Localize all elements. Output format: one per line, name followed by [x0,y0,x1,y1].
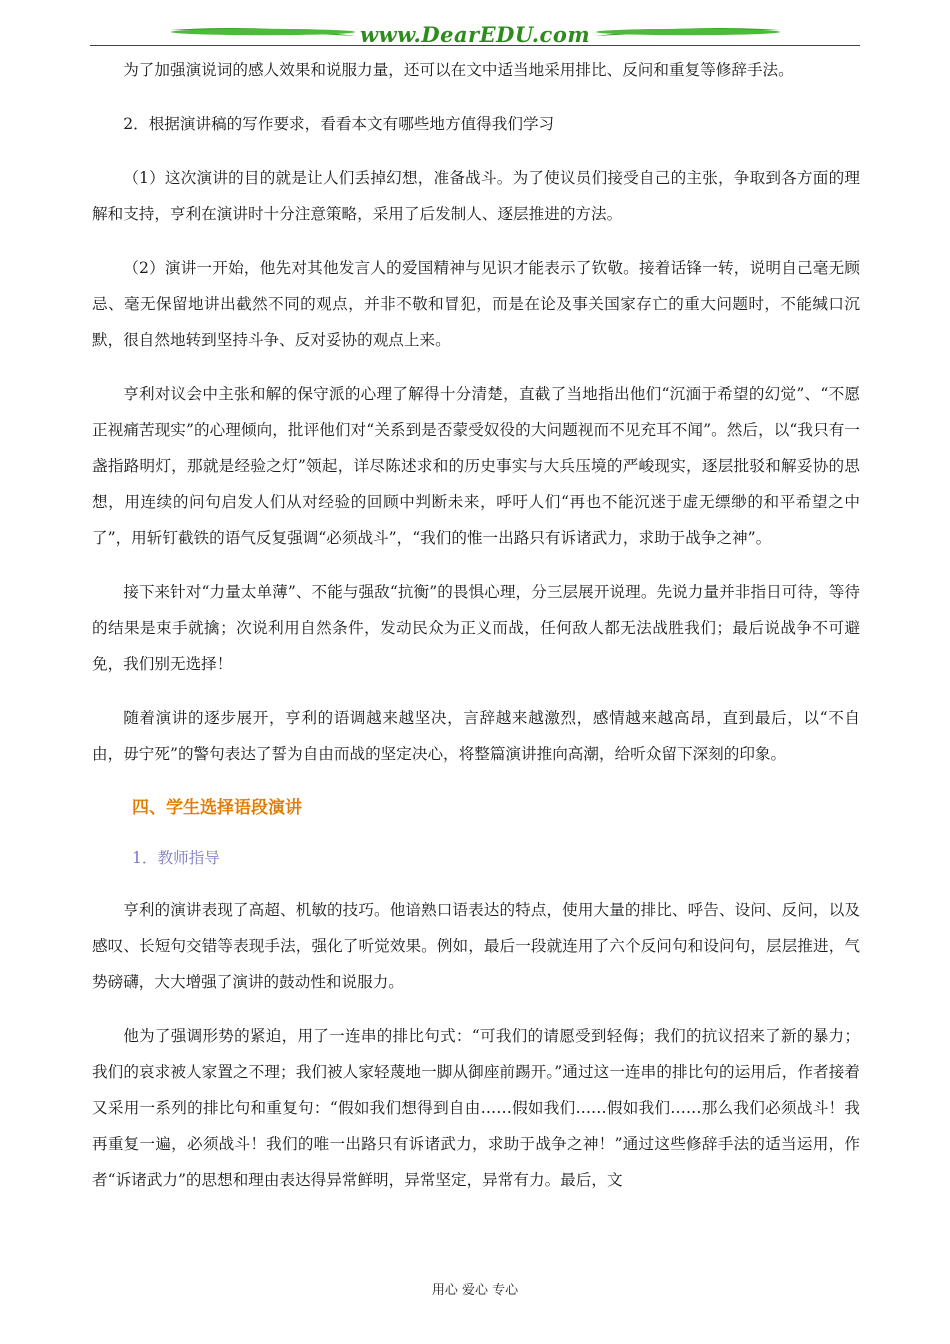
page-header [0,0,950,50]
page-footer: 用心 爱心 专心 [431,1283,519,1298]
subsection-heading: 1．教师指导 [132,849,220,867]
paragraph: 亨利的演讲表现了高超、机敏的技巧。他谙熟口语表达的特点，使用大量的排比、呼告、设问、反问，以及感叹、长短句交错等表现手法，强化了听觉效果。例如，最后一段就连用了六个反问句和设问句，层层推进，气势磅礴，大大增强了演讲的鼓动性和说服力。 [92,901,860,991]
paragraph: （2）演讲一开始，他先对其他发言人的爱国精神与见识才能表示了钦敬。接着话锋一转，说明自己毫无顾忌、毫无保留地讲出截然不同的观点，并非不敬和冒犯，而是在论及事关国家存亡的重大问题时，不能缄口沉默，很自然地转到坚持斗争、反对妥协的观点上来。 [92,259,861,349]
paragraph: 他为了强调形势的紧迫，用了一连串的排比句式：“可我们的请愿受到轻侮；我们的抗议招来了新的暴力；我们的哀求被人家置之不理；我们被人家轻蔑地一脚从御座前踢开。”通过这一连串的排比句的运用后，作者接着又采用一系列的排比句和重复句：“假如我们想得到自由……假如我们……假如我们……那么我们必须战斗！我再重复一遍，必须战斗！我们的唯一出路只有诉诸武力，求助于战争之神！”通过这些修辞手法的适当运用，作者“诉诸武力”的思想和理由表达得异常鲜明，异常坚定，异常有力。最后，文 [92,1027,860,1189]
paragraph: 随着演讲的逐步展开，亨利的语调越来越坚决，言辞越来越激烈，感情越来越高昂，直到最后，以“不自由，毋宁死”的警句表达了誓为自由而战的坚定决心，将整篇演讲推向高潮，给听众留下深刻的印象。 [92,709,860,763]
document-body [92,52,860,1198]
paragraph: 亨利对议会中主张和解的保守派的心理了解得十分清楚，直截了当地指出他们“沉湎于希望的幻觉”、“不愿正视痛苦现实”的心理倾向，批评他们对“关系到是否蒙受奴役的大问题视而不见充耳不闻”。然后，以“我只有一盏指路明灯，那就是经验之灯”领起，详尽陈述求和的历史事实与大兵压境的严峻现实，逐层批驳和解妥协的思想，用连续的问句启发人们从对经验的回顾中判断未来，呼吁人们“再也不能沉迷于虚无缥缈的和平希望之中了”，用斩钉截铁的语气反复强调“必须战斗”，“我们的惟一出路只有诉诸武力，求助于战争之神”。 [92,385,860,547]
header-divider [90,45,860,46]
paragraph: （1）这次演讲的目的就是让人们丢掉幻想，准备战斗。为了使议员们接受自己的主张，争取到各方面的理解和支持，亨利在演讲时十分注意策略，采用了后发制人、逐层推进的方法。 [92,169,861,223]
section-heading: 四、学生选择语段演讲 [132,798,302,818]
brand-logo-text: www.DearEDU.com [359,22,591,47]
paragraph: 2．根据演讲稿的写作要求，看看本文有哪些地方值得我们学习 [123,115,555,133]
paragraph: 接下来针对“力量太单薄”、不能与强敌“抗衡”的畏惧心理，分三层展开说理。先说力量并非指日可待，等待的结果是束手就擒；次说利用自然条件，发动民众为正义而战，任何敌人都无法战胜我们；最后说战争不可避免，我们别无选择！ [92,583,860,673]
paragraph: 为了加强演说词的感人效果和说服力量，还可以在文中适当地采用排比、反问和重复等修辞手法。 [123,61,794,79]
